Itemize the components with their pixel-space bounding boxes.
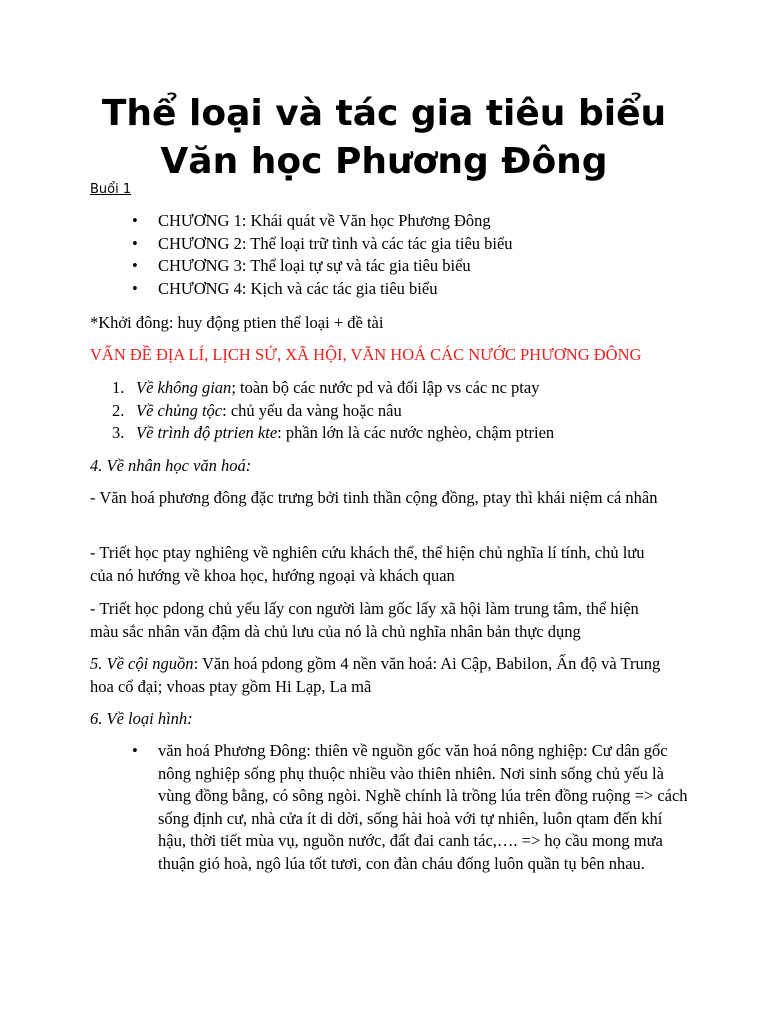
- numbered-item: [90, 422, 554, 445]
- chapter-item: • CHƯƠNG 3: Thể loại tự sự và tác gia tiêu biểu: [90, 255, 513, 278]
- paragraph-4b: - Triết học ptay nghiêng về nghiên cứu khách thể, thể hiện chủ nghĩa lí tính, chủ lưu của nó hướng về khoa học, hướng ngoại và khách quan: [90, 543, 645, 585]
- bullet-paragraph: • văn hoá Phương Đông: thiên về nguồn gốc văn hoá nông nghiệp: Cư dân gốc nông nghiệp sống phụ thuộc nhiều vào thiên nhiên. Nơi sinh sống chủ yếu là vùng đồng bằng, có sông ngòi. Nghề chính là trồng lúa trên đồng ruộng => cách sống định cư, nhà cửa ít di dời, sống hài hoà với tự nhiên, luôn qtam đến khí hậu, thời tiết mùa vụ, nguồn nước, đất đai canh tác,…. => họ cầu mong mưa thuận gió hoà, ngô lúa tốt tươi, con đàn cháu đống luôn quần tụ bên nhau.: [90, 740, 690, 875]
- heading-4-text: 4. Về nhân học văn hoá:: [90, 456, 252, 475]
- session-label: Buổi 1: [90, 182, 132, 197]
- section-heading: VẤN ĐỀ ĐỊA LÍ, LỊCH SỬ, XÃ HỘI, VĂN HOÁ CÁC NƯỚC PHƯƠNG ĐÔNG: [90, 345, 642, 364]
- chapter-item: • CHƯƠNG 4: Kịch và các tác gia tiêu biểu: [90, 278, 513, 301]
- bullet-paragraph-list: [90, 740, 690, 875]
- numbered-item: [90, 377, 554, 400]
- paragraph-4c: - Triết học pdong chủ yếu lấy con người làm gốc lấy xã hội làm trung tâm, thể hiện màu sắc nhân văn đậm dà chủ lưu của nó là chủ nghĩa nhân bản thực dụng: [90, 599, 639, 641]
- item-text: : chủ yếu da vàng hoặc nâu: [222, 400, 402, 420]
- item-label: Về chủng tộc: [136, 400, 223, 420]
- item-text: ; toàn bộ các nước pd và đối lập vs các nc ptay: [231, 378, 540, 397]
- warmup-note: *Khởi đông: huy động ptien thể loại + đề tài: [90, 313, 384, 332]
- title-line-2: Văn học Phương Đông: [160, 141, 608, 182]
- heading-6-text: 6. Về loại hình:: [90, 709, 193, 728]
- item-number: 3.: [112, 423, 125, 442]
- numbered-item: [90, 400, 554, 423]
- chapter-list: [90, 210, 513, 300]
- heading-5-label: 5. Về cội nguồn: [90, 654, 194, 673]
- item-number: 1.: [112, 378, 125, 397]
- item-text: : phần lớn là các nước nghèo, chậm ptrien: [277, 423, 555, 442]
- item-number: 2.: [112, 400, 125, 420]
- item-label: Về không gian: [136, 378, 232, 397]
- heading-6: [90, 708, 690, 731]
- paragraph-4a: - Văn hoá phương đông đặc trưng bởi tinh thần cộng đồng, ptay thì khái niệm cá nhân: [90, 488, 658, 507]
- paragraph-5: [90, 653, 670, 698]
- paragraph-5-text: : Văn hoá pdong gồm 4 nền văn hoá: Ai Cập, Babilon, Ấn độ và Trung hoa cổ đại; vhoas ptay gồm Hi Lạp, La mã: [90, 654, 661, 696]
- item-label: Về trình độ ptrien kte: [136, 423, 278, 442]
- title-line-1: Thể loại và tác gia tiêu biểu: [101, 93, 667, 134]
- chapter-item: • CHƯƠNG 1: Khái quát về Văn học Phương Đông: [90, 210, 513, 233]
- page-title: [0, 90, 768, 186]
- heading-4: [90, 455, 690, 478]
- numbered-list: [90, 377, 554, 445]
- chapter-item: • CHƯƠNG 2: Thể loại trữ tình và các tác gia tiêu biểu: [90, 233, 513, 256]
